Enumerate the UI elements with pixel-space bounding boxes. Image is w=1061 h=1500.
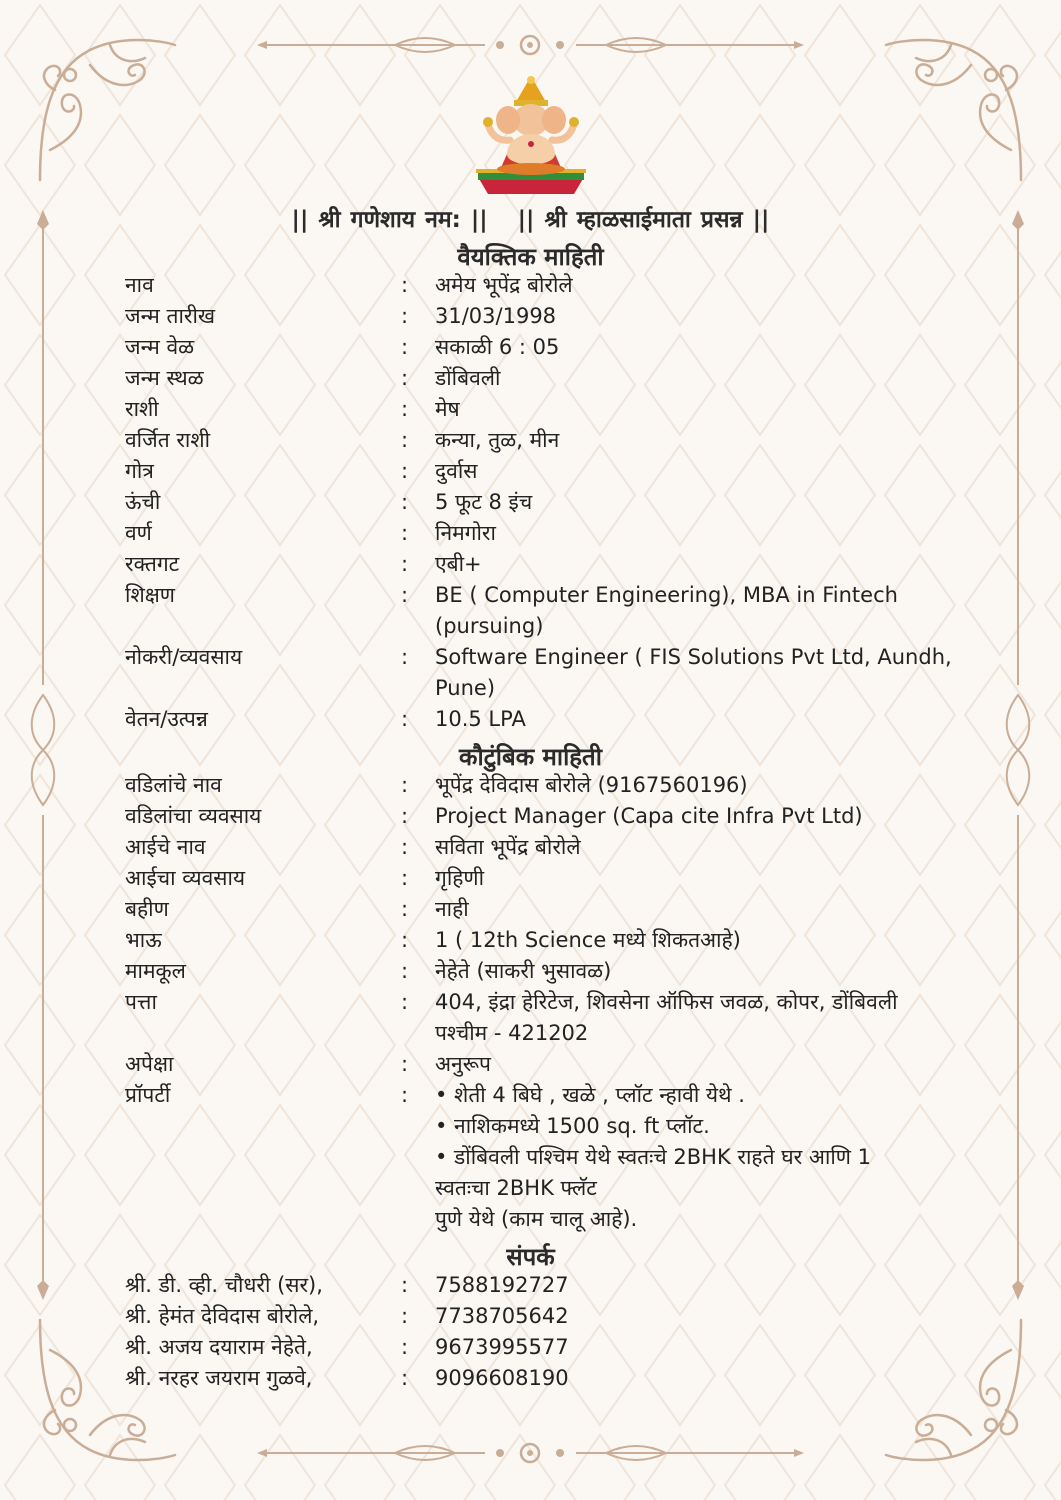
contacts-value <box>435 1332 980 1363</box>
personal-label: नाव <box>125 273 154 297</box>
family-value-line: नेहेते (साकरी भुसावळ) <box>435 959 612 983</box>
separator-colon: : <box>401 1273 409 1297</box>
personal-value-line: कन्या, तुळ, मीन <box>435 428 560 452</box>
family-label: पत्ता <box>125 990 157 1014</box>
contacts-value-line: 7588192727 <box>435 1273 569 1297</box>
separator-colon: : <box>401 304 409 328</box>
family-value-line: Project Manager (Capa cite Infra Pvt Ltd) <box>435 804 863 828</box>
personal-value-line: (pursuing) <box>435 614 544 638</box>
personal-value <box>435 456 980 487</box>
personal-value-line: एबी+ <box>435 552 482 576</box>
family-value-line: अनुरूप <box>435 1052 491 1076</box>
family-value <box>435 956 980 987</box>
personal-value-line: 10.5 LPA <box>435 707 526 731</box>
separator-colon: : <box>401 273 409 297</box>
personal-label: जन्म तारीख <box>125 304 216 328</box>
separator-colon: : <box>401 804 409 828</box>
family-value-line: 404, इंद्रा हेरिटेज, शिवसेना ऑफिस जवळ, कोपर, डोंबिवली <box>435 990 898 1014</box>
contacts-value-line: 7738705642 <box>435 1304 569 1328</box>
separator-colon: : <box>401 552 409 576</box>
contacts-value <box>435 1363 980 1394</box>
personal-label: जन्म स्थळ <box>125 366 204 390</box>
invocation-ganesha: || श्री गणेशाय नम: || <box>291 207 488 233</box>
separator-colon: : <box>401 1052 409 1076</box>
separator-colon: : <box>401 1335 409 1359</box>
personal-value-line: डोंबिवली <box>435 366 501 390</box>
personal-value-line: Software Engineer ( FIS Solutions Pvt Ltd, Aundh, <box>435 645 952 669</box>
invocation-mhalsai: || श्री म्हाळसाईमाता प्रसन्न || <box>517 207 770 233</box>
separator-colon: : <box>401 335 409 359</box>
family-label: आईचे नाव <box>125 835 206 859</box>
personal-value-line: सकाळी 6 : 05 <box>435 335 560 359</box>
contacts-value-line: 9096608190 <box>435 1366 569 1390</box>
family-value-line: पश्चीम - 421202 <box>435 1021 589 1045</box>
family-value-line: • डोंबिवली पश्चिम येथे स्वतःचे 2BHK राहते घर आणि 1 <box>435 1145 872 1169</box>
top-divider-ornament <box>255 30 806 60</box>
contact-title: संपर्क <box>506 1243 555 1271</box>
family-value-line: 1 ( 12th Science मध्ये शिकतआहे) <box>435 928 741 952</box>
contacts-value-line: 9673995577 <box>435 1335 569 1359</box>
personal-label: शिक्षण <box>125 583 175 607</box>
personal-value-line: Pune) <box>435 676 496 700</box>
separator-colon: : <box>401 928 409 952</box>
contacts-label: श्री. नरहर जयराम गुळवे, <box>125 1366 313 1390</box>
separator-colon: : <box>401 397 409 421</box>
personal-value-line: अमेय भूपेंद्र बोरोले <box>435 273 573 297</box>
personal-label: वर्जित राशी <box>125 428 211 452</box>
personal-value-line: 5 फूट 8 इंच <box>435 490 533 514</box>
ganesha-idol-icon <box>470 72 592 200</box>
personal-value <box>435 301 980 332</box>
personal-value <box>435 425 980 456</box>
personal-value <box>435 704 980 735</box>
separator-colon: : <box>401 583 409 607</box>
family-value <box>435 770 980 801</box>
separator-colon: : <box>401 897 409 921</box>
personal-value <box>435 394 980 425</box>
family-label: बहीण <box>125 897 169 921</box>
personal-value <box>435 580 980 642</box>
contacts-value <box>435 1270 980 1301</box>
family-value-line: स्वतःचा 2BHK फ्लॅट <box>435 1176 597 1200</box>
family-label: आईचा व्यवसाय <box>125 866 246 890</box>
family-label: वडिलांचा व्यवसाय <box>125 804 262 828</box>
personal-value <box>435 518 980 549</box>
separator-colon: : <box>401 1304 409 1328</box>
family-value <box>435 832 980 863</box>
family-label: अपेक्षा <box>125 1052 174 1076</box>
family-value-line: सविता भूपेंद्र बोरोले <box>435 835 581 859</box>
family-value <box>435 925 980 956</box>
separator-colon: : <box>401 459 409 483</box>
family-value-line: गृहिणी <box>435 866 485 890</box>
separator-colon: : <box>401 707 409 731</box>
personal-label: वर्ण <box>125 521 152 545</box>
personal-info-title: वैयक्तिक माहिती <box>457 243 604 271</box>
family-value-line: नाही <box>435 897 469 921</box>
personal-label: नोकरी/व्यवसाय <box>125 645 243 669</box>
personal-label: गोत्र <box>125 459 154 483</box>
separator-colon: : <box>401 990 409 1014</box>
separator-colon: : <box>401 866 409 890</box>
personal-value-line: दुर्वास <box>435 459 478 483</box>
family-value <box>435 987 980 1049</box>
separator-colon: : <box>401 645 409 669</box>
separator-colon: : <box>401 1366 409 1390</box>
family-value <box>435 1049 980 1080</box>
personal-value <box>435 332 980 363</box>
personal-value <box>435 487 980 518</box>
separator-colon: : <box>401 366 409 390</box>
personal-label: राशी <box>125 397 159 421</box>
separator-colon: : <box>401 490 409 514</box>
family-value-line: पुणे येथे (काम चालू आहे). <box>435 1207 638 1231</box>
contacts-value <box>435 1301 980 1332</box>
family-label: प्रॉपर्टी <box>125 1083 171 1107</box>
personal-value <box>435 549 980 580</box>
separator-colon: : <box>401 773 409 797</box>
separator-colon: : <box>401 428 409 452</box>
personal-label: ऊंची <box>125 490 161 514</box>
personal-value-line: निमगोरा <box>435 521 496 545</box>
personal-value-line: BE ( Computer Engineering), MBA in Fintech <box>435 583 898 607</box>
family-label: मामकूल <box>125 959 186 983</box>
invocation-line <box>0 202 1061 234</box>
personal-value <box>435 270 980 301</box>
family-value <box>435 801 980 832</box>
separator-colon: : <box>401 521 409 545</box>
personal-value <box>435 642 980 704</box>
family-value-line: भूपेंद्र देविदास बोरोले (9167560196) <box>435 773 748 797</box>
family-info-title: कौटुंबिक माहिती <box>459 743 602 771</box>
floral-scroll-icon-top-right <box>881 30 1031 190</box>
separator-colon: : <box>401 835 409 859</box>
family-value <box>435 1080 980 1235</box>
family-value-line: • नाशिकमध्ये 1500 sq. ft प्लॉट. <box>435 1114 710 1138</box>
family-label: भाऊ <box>125 928 162 952</box>
family-label: वडिलांचे नाव <box>125 773 222 797</box>
floral-scroll-icon-top-left <box>30 30 180 190</box>
personal-label: जन्म वेळ <box>125 335 195 359</box>
personal-value <box>435 363 980 394</box>
contacts-label: श्री. डी. व्ही. चौधरी (सर), <box>125 1273 323 1297</box>
personal-value-line: 31/03/1998 <box>435 304 557 328</box>
separator-colon: : <box>401 1083 409 1107</box>
personal-label: रक्तगट <box>125 552 180 576</box>
bottom-divider-ornament <box>255 1438 806 1468</box>
separator-colon: : <box>401 959 409 983</box>
contacts-label: श्री. अजय दयाराम नेहेते, <box>125 1335 313 1359</box>
family-value <box>435 863 980 894</box>
personal-value-line: मेष <box>435 397 460 421</box>
family-value <box>435 894 980 925</box>
family-value-line: • शेती 4 बिघे , खळे , प्लॉट न्हावी येथे . <box>435 1083 745 1107</box>
contacts-label: श्री. हेमंत देविदास बोरोले, <box>125 1304 320 1328</box>
personal-label: वेतन/उत्पन्न <box>125 707 208 731</box>
